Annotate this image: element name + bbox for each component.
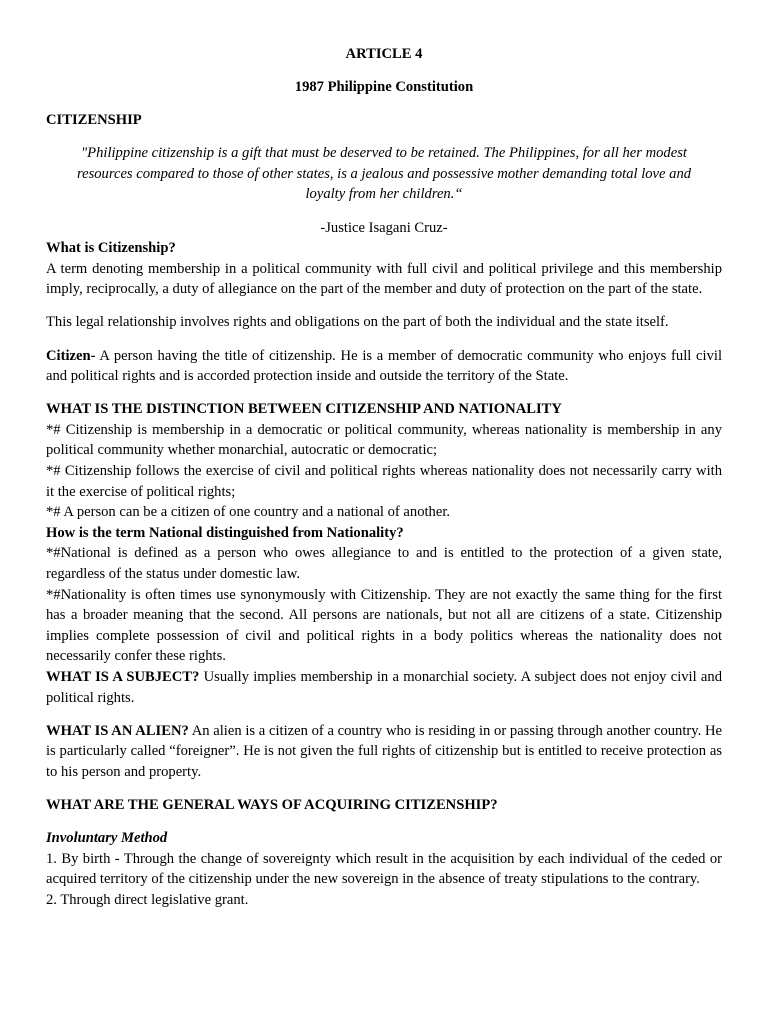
national-item-2: *#Nationality is often times use synonymously with Citizenship. They are not exactly the same thing for the first has a broader meaning that the second. All persons are nationals, but not all are citizens of a state. Citizenship implies complete possession of civil and political rights in a body politics whereas the nationality does not necessarily confer these rights.	[46, 586, 722, 665]
alien-label: WHAT IS AN ALIEN?	[46, 722, 189, 739]
distinction-heading: WHAT IS THE DISTINCTION BETWEEN CITIZENSHIP AND NATIONALITY	[46, 401, 562, 418]
citizenship-definition: A term denoting membership in a political community with full civil and political privilege and this membership imply, reciprocally, a duty of allegiance on the part of the member and duty of protection on the part of the state.	[46, 260, 722, 298]
ways-heading: WHAT ARE THE GENERAL WAYS OF ACQUIRING CITIZENSHIP?	[46, 796, 498, 813]
distinction-item-3: *# A person can be a citizen of one country and a national of another.	[46, 504, 451, 521]
citizen-definition-paragraph	[46, 346, 722, 387]
citizen-label: Citizen-	[46, 347, 96, 364]
document-subtitle: 1987 Philippine Constitution	[294, 79, 474, 96]
citizen-definition: A person having the title of citizenship. He is a member of democratic community who enjoys full civil and political rights and is accorded protection inside and outside the territory of the State.	[46, 347, 722, 385]
quote-author: -Justice Isagani Cruz-	[320, 219, 448, 236]
legal-relationship-paragraph: This legal relationship involves rights and obligations on the part of both the individual and the state itself.	[46, 314, 669, 331]
subject-definition: Usually implies membership in a monarchial society. A subject does not enjoy civil and political rights.	[46, 668, 722, 706]
method-item-2: 2. Through direct legislative grant.	[46, 891, 249, 908]
section-heading-citizenship: CITIZENSHIP	[46, 112, 142, 129]
method-item-1: 1. By birth - Through the change of sovereignty which result in the acquisition by each individual of the ceded or acquired territory of the citizenship under the new sovereign in the absence of treaty stipulations to the contrary.	[46, 850, 722, 888]
distinction-item-1: *# Citizenship is membership in a democratic or political community, whereas nationality is membership in any political community whether monarchial, autocratic or democratic;	[46, 421, 722, 459]
question-what-is-citizenship: What is Citizenship?	[46, 240, 176, 257]
involuntary-method-heading: Involuntary Method	[46, 830, 168, 846]
subject-paragraph	[46, 667, 722, 708]
national-heading: How is the term National distinguished from Nationality?	[46, 524, 404, 541]
distinction-item-2: *# Citizenship follows the exercise of civil and political rights whereas nationality does not necessarily carry with it the exercise of political rights;	[46, 463, 722, 500]
quote: "Philippine citizenship is a gift that must be deserved to be retained. The Philippines, for all her modest resources compared to those of other states, is a jealous and possessive mother demanding total love and loyalty from her children.“	[76, 145, 692, 203]
national-item-1: *#National is defined as a person who owes allegiance to and is entitled to the protection of a given state, regardless of the status under domestic law.	[46, 545, 722, 582]
alien-paragraph	[46, 721, 722, 783]
alien-definition: An alien is a citizen of a country who is residing in or passing through another country. He is particularly called “foreigner”. He is not given the full rights of citizenship but is entitled to receive protection as to his person and property.	[46, 722, 722, 780]
article-title: ARTICLE 4	[345, 46, 423, 62]
subject-label: WHAT IS A SUBJECT?	[46, 668, 200, 685]
